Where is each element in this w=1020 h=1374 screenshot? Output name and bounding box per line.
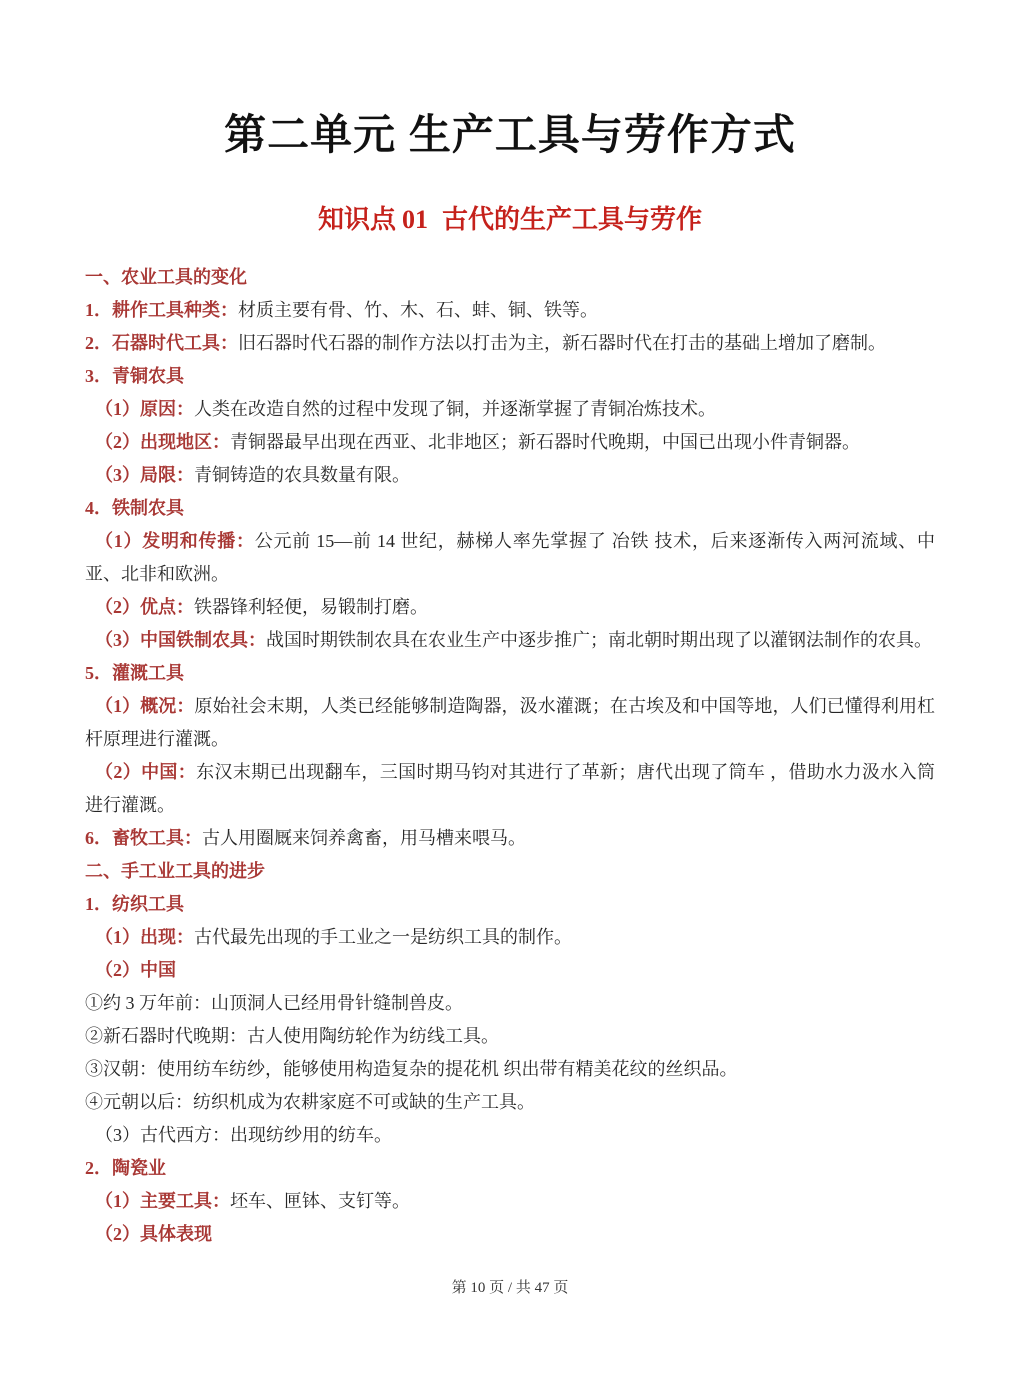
content-line: [85, 624, 935, 657]
line-label: 二、手工业工具的进步: [85, 861, 265, 881]
line-label: 3．青铜农具: [85, 366, 184, 386]
line-text: （3）古代西方：出现纺纱用的纺车。: [95, 1125, 392, 1145]
line-label: （1）原因：: [95, 399, 194, 419]
section-heading: [85, 855, 935, 888]
unit-title: 第二单元 生产工具与劳作方式: [224, 111, 796, 158]
line-text: 原始社会末期，人类已经能够制造陶器，汲水灌溉；在古埃及和中国等地，人们已懂得利用杠杆原理进行灌溉。: [85, 696, 936, 749]
content-line: [85, 426, 935, 459]
line-text: 古代最先出现的手工业之一是纺织工具的制作。: [194, 927, 572, 947]
line-label: 4．铁制农具: [85, 498, 184, 518]
line-label: （2）具体表现: [95, 1224, 212, 1244]
line-label: 1．耕作工具种类：: [85, 300, 238, 320]
content-line: [85, 1020, 935, 1053]
line-label: （1）出现：: [95, 927, 194, 947]
content-line: [85, 1218, 935, 1251]
line-label: （2）中国: [95, 960, 176, 980]
line-text: 青铜铸造的农具数量有限。: [194, 465, 410, 485]
content-line: [85, 591, 935, 624]
line-text: 古人用圈厩来饲养禽畜，用马槽来喂马。: [202, 828, 526, 848]
line-label: （1）主要工具：: [95, 1191, 230, 1211]
content-line: [85, 921, 935, 954]
line-text: ②新石器时代晚期：古人使用陶纺轮作为纺线工具。: [85, 1026, 499, 1046]
section-heading: [85, 261, 935, 294]
line-label: 2．石器时代工具：: [85, 333, 238, 353]
content-line: [85, 327, 935, 360]
line-text: ③汉朝：使用纺车纺纱，能够使用构造复杂的提花机 织出带有精美花纹的丝织品。: [85, 1059, 738, 1079]
content-line: [85, 1119, 935, 1152]
line-text: 旧石器时代石器的制作方法以打击为主，新石器时代在打击的基础上增加了磨制。: [238, 333, 886, 353]
content-line: [85, 1053, 935, 1086]
line-label: （1）概况：: [95, 696, 195, 716]
line-label: 2．陶瓷业: [85, 1158, 166, 1178]
line-label: （3）局限：: [95, 465, 194, 485]
line-label: （2）中国：: [95, 762, 197, 782]
content-line: [85, 525, 935, 591]
content-line: [85, 888, 935, 921]
knowledge-point-title: [85, 202, 935, 237]
document-body: [85, 261, 935, 1251]
knowledge-point-prefix: 知识点: [317, 204, 396, 234]
line-text: 公元前 15—前 14 世纪，赫梯人率先掌握了 冶铁 技术，后来逐渐传入两河流域、中亚、北非和欧洲。: [85, 531, 935, 584]
content-line: [85, 459, 935, 492]
content-line: [85, 1152, 935, 1185]
content-line: [85, 657, 935, 690]
line-text: 东汉末期已出现翻车，三国时期马钧对其进行了革新；唐代出现了筒车 ，借助水力汲水入筒进行灌溉。: [85, 762, 935, 815]
line-label: 6．畜牧工具：: [85, 828, 202, 848]
line-text: 人类在改造自然的过程中发现了铜，并逐渐掌握了青铜冶炼技术。: [194, 399, 716, 419]
content-line: [85, 1086, 935, 1119]
line-label: （3）中国铁制农具：: [95, 630, 266, 650]
content-line: [85, 1185, 935, 1218]
content-line: [85, 492, 935, 525]
line-text: 战国时期铁制农具在农业生产中逐步推广；南北朝时期出现了以灌钢法制作的农具。: [266, 630, 932, 650]
line-text: 材质主要有骨、竹、木、石、蚌、铜、铁等。: [238, 300, 598, 320]
line-label: （1）发明和传播：: [95, 531, 255, 551]
content-line: [85, 954, 935, 987]
line-label: 一、农业工具的变化: [85, 267, 247, 287]
content-line: [85, 987, 935, 1020]
knowledge-point-text: 古代的生产工具与劳作: [442, 204, 703, 234]
line-text: 青铜器最早出现在西亚、北非地区；新石器时代晚期，中国已出现小件青铜器。: [230, 432, 860, 452]
page-footer: [0, 1276, 1020, 1297]
line-label: （2）出现地区：: [95, 432, 230, 452]
line-label: 5．灌溉工具: [85, 663, 184, 683]
content-line: [85, 360, 935, 393]
line-label: 1．纺织工具: [85, 894, 184, 914]
line-text: 坯车、匣钵、支钉等。: [230, 1191, 410, 1211]
knowledge-point-number: 01: [402, 205, 428, 234]
content-line: [85, 294, 935, 327]
line-text: ①约 3 万年前：山顶洞人已经用骨针缝制兽皮。: [85, 993, 463, 1013]
line-text: ④元朝以后：纺织机成为农耕家庭不可或缺的生产工具。: [85, 1092, 535, 1112]
content-line: [85, 393, 935, 426]
content-line: [85, 822, 935, 855]
content-line: [85, 756, 935, 822]
line-label: （2）优点：: [95, 597, 194, 617]
content-line: [85, 690, 935, 756]
page-footer-text: 第 10 页 / 共 47 页: [451, 1280, 569, 1296]
line-text: 铁器锋利轻便，易锻制打磨。: [194, 597, 428, 617]
